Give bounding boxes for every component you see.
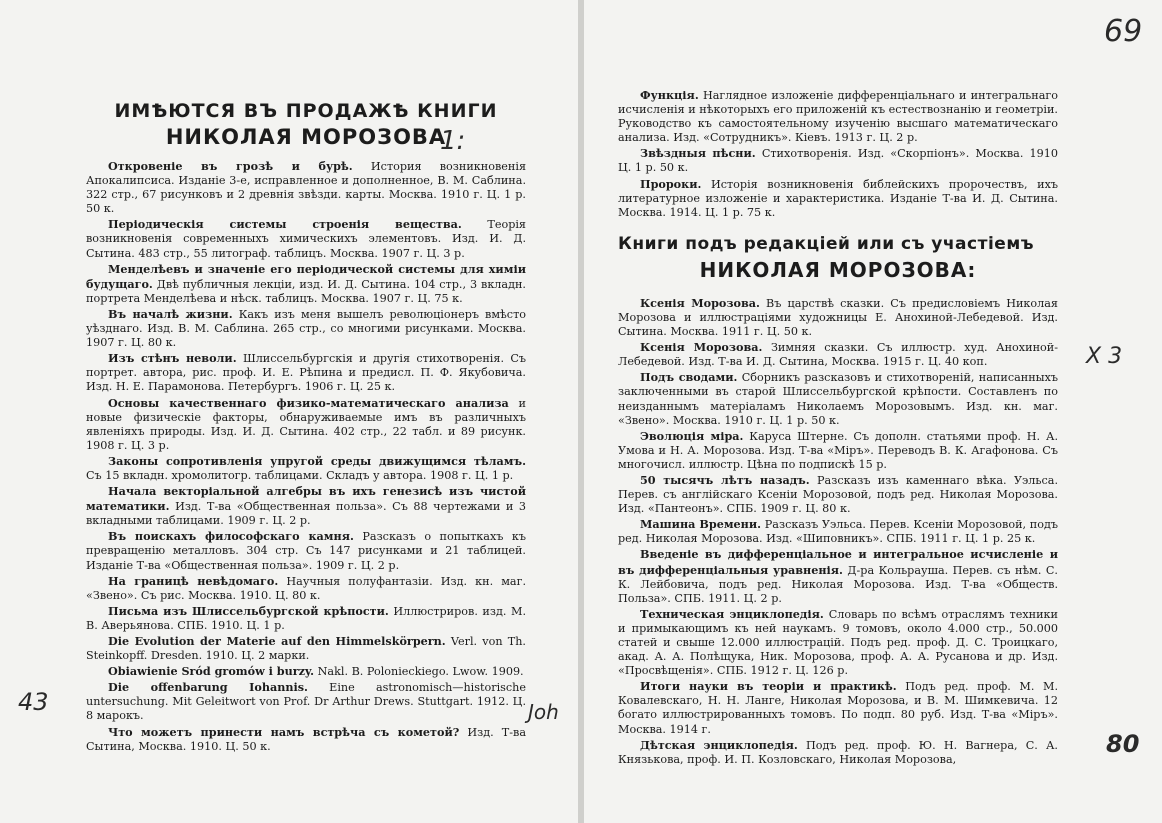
- book-entry: [618, 340, 1058, 369]
- handwritten-mark-x3: X 3: [1086, 344, 1123, 369]
- book-title: Въ поискахъ философскаго камня.: [108, 529, 354, 544]
- book-title: Die Evolution der Materie auf den Himmelskörpern.: [108, 634, 446, 648]
- book-description: Словарь по всѣмъ отраслямъ техники и примыкающимъ къ ней наукамъ. 9 томовъ, около 4.000 стр., 50.000 статей и свыше 12.000 иллюстрацій. Подъ ред. проф. Д. С. Троицкаго, акад. А. А. Полѣщука, Ник. Морозова, проф. А. А. Русанова и др. Изд. «Просвѣщенія». СПБ. 1912 г. Ц. 126 р.: [618, 607, 1059, 678]
- book-entry: [86, 529, 526, 572]
- book-entry: [86, 634, 526, 663]
- right-heading-line1: Книги подъ редакціей или съ участіемъ: [618, 233, 1034, 254]
- handwritten-mark-one: 1:: [440, 126, 466, 156]
- handwritten-mark-80: 80: [1106, 730, 1140, 758]
- book-title: Пророки.: [640, 176, 702, 191]
- book-entry: [618, 547, 1058, 605]
- book-description: Зимняя сказки. Съ иллюстр. худ. Анохиной-Лебедевой. Изд. Т-ва И. Д. Сытина, Москва. 1915 г. Ц. 40 коп.: [618, 341, 1058, 369]
- handwritten-mark-joh: Joh: [528, 700, 559, 724]
- book-title: Что можетъ принести намъ встрѣча съ кометой?: [108, 724, 460, 739]
- book-title: На границѣ невѣдомаго.: [108, 573, 279, 588]
- book-entry: [618, 473, 1058, 516]
- book-title: Изъ стѣнъ неволи.: [108, 351, 237, 366]
- book-title: Начала векторіальной алгебры въ ихъ генезисѣ изъ чистой математики.: [86, 484, 526, 514]
- book-description: История возникновенія Апокалипсиса. Изданіе 3-е, исправленное и дополненное, В. М. Саблина. 322 стр., 67 рисунковъ и 2 древнія звѣзди. карты. Москва. 1910 г. Ц. 1 р. 50 к.: [86, 160, 526, 216]
- left-page: [0, 0, 578, 823]
- left-heading-line1: ИМѢЮТСЯ ВЪ ПРОДАЖѢ КНИГИ: [114, 100, 498, 122]
- book-entry: [618, 517, 1058, 546]
- book-entry: [618, 88, 1058, 145]
- right-page: [584, 0, 1162, 823]
- left-entry-list: [86, 159, 526, 754]
- book-entry: [86, 454, 526, 483]
- book-entry: [618, 429, 1058, 472]
- book-description: Исторія возникновенія библейскихъ пророчествъ, ихъ литературное изложеніе и характеристика. Изданіе Т-ва И. Д. Сытина. Москва. 1914. Ц. 1 р. 75 к.: [618, 177, 1059, 219]
- left-column: [86, 100, 526, 755]
- book-description: Теорія возникновенія современныхъ химическихъ элементовъ. Изд. И. Д. Сытина. 483 стр., 55 литограф. таблицъ. Москва. 1907 г. Ц. 3 р.: [86, 218, 526, 260]
- book-description: Съ 15 вкладн. хромолитогр. таблицами. Складъ у автора. 1908 г. Ц. 1 р.: [86, 468, 514, 482]
- handwritten-mark-43: 43: [18, 688, 49, 716]
- book-entry: [86, 604, 526, 633]
- book-description: Eine astronomisch—historische untersuchung. Mit Geleitwort von Prof. Dr Arthur Drews. Stuttgart. 1912. Ц. 8 марокъ.: [86, 681, 526, 723]
- book-description: Подъ ред. проф. М. М. Ковалевскаго, Н. Н. Ланге, Николая Морозова, и В. М. Шимкевича. 12 богато иллюстрированныхъ томовъ. По подп. 80 руб. Изд. Т-ва «Міръ». Москва. 1914 г.: [618, 680, 1059, 736]
- left-heading-line2: НИКОЛАЯ МОРОЗОВА: [165, 125, 447, 149]
- book-title: Законы сопротивленія упругой среды движущимся тѣламъ.: [108, 453, 526, 468]
- right-heading-line2: НИКОЛАЯ МОРОЗОВА:: [699, 257, 977, 282]
- right-top-entry-list: [618, 88, 1058, 220]
- book-title: 50 тысячъ лѣтъ назадъ.: [640, 472, 810, 487]
- right-column: [618, 88, 1058, 768]
- book-description: Изд. Т-ва «Общественная польза». Съ 88 чертежами и 3 вкладными таблицами. 1909 г. Ц. 2 р.: [86, 500, 526, 528]
- book-title: Die offenbarung Iohannis.: [108, 680, 308, 695]
- book-entry: [86, 307, 526, 350]
- book-title: Письма изъ Шлиссельбургской крѣпости.: [108, 603, 389, 618]
- book-title: Менделѣевъ и значеніе его періодической системы для химіи будущаго.: [86, 261, 526, 291]
- book-entry: [86, 574, 526, 603]
- book-description: Шлиссельбургскія и другія стихотворенія. Съ портрет. автора, рис. проф. И. Е. Рѣпина и предисл. П. Ф. Якубовича. Изд. Н. Е. Парамонова. Петербургъ. 1906 г. Ц. 25 к.: [86, 352, 526, 394]
- book-entry: [86, 725, 526, 754]
- book-description: Подъ ред. проф. Ю. Н. Вагнера, С. А. Князькова, проф. И. П. Козловскаго, Николая Морозова,: [618, 738, 1058, 766]
- book-description: Иллюстриров. изд. М. В. Аверьянова. СПБ. 1910. Ц. 1 р.: [86, 604, 526, 632]
- book-description: Каруса Штерне. Съ дополн. статьями проф. Н. А. Умова и Н. А. Морозова. Изд. Т-ва «Міръ». Переводъ В. К. Агафонова. Съ многочисл. иллюстр. Цѣна по подпискѣ 15 р.: [618, 429, 1058, 471]
- book-entry: [86, 484, 526, 528]
- book-title: Періодическія системы строенія вещества.: [108, 217, 462, 232]
- book-title: Звѣздныя пѣсни.: [640, 146, 756, 161]
- book-title: Итоги науки въ теоріи и практикѣ.: [640, 679, 897, 694]
- book-description: Сборникъ разсказовъ и стихотвореній, написанныхъ заключенными въ старой Шлиссельбургской крѣпости. Составленъ по неизданнымъ матеріаламъ Николаемъ Морозовымъ. Изд. кн. маг. «Звено». Москва. 1910 г. Ц. 1 р. 50 к.: [618, 371, 1058, 427]
- book-entry: [618, 177, 1058, 220]
- book-description: Разсказъ Уэльса. Перев. Ксеніи Морозовой, подъ ред. Николая Морозова. Изд. «Шиповникъ». СПБ. 1911 г. Ц. 1 р. 25 к.: [618, 518, 1058, 546]
- book-description: Двѣ публичныя лекціи, изд. И. Д. Сытина. 104 стр., 3 вкладн. портрета Менделѣева и нѣск. таблицъ. Москва. 1907 г. Ц. 75 к.: [86, 277, 526, 305]
- book-description: Стихотворенія. Изд. «Скорпіонъ». Москва. 1910 Ц. 1 р. 50 к.: [618, 147, 1058, 175]
- book-entry: [618, 296, 1058, 339]
- book-entry: [86, 396, 526, 453]
- handwritten-page-number: 69: [1104, 14, 1143, 49]
- book-entry: [86, 664, 526, 679]
- book-entry: [618, 370, 1058, 427]
- book-title: Машина Времени.: [640, 517, 762, 532]
- book-title: Техническая энциклопедія.: [640, 606, 824, 621]
- book-title: Функція.: [640, 88, 699, 102]
- book-description: Какъ изъ меня вышелъ революціонеръ вмѣсто уѣзднаго. Изд. В. М. Саблина. 265 стр., со многими рисунками. Москва. 1907 г. Ц. 80 к.: [86, 307, 526, 350]
- book-title: Obiawienie Sród gromów i burzy.: [108, 664, 315, 679]
- book-title: Основы качественнаго физико-математическаго анализа: [108, 395, 509, 410]
- book-description: Въ царствѣ сказки. Съ предисловіемъ Николая Морозова и иллюстраціями художницы Е. Анохиной-Лебедевой. Изд. Сытина. Москва. 1911 г. Ц. 50 к.: [618, 296, 1058, 339]
- book-title: Ксенія Морозова.: [640, 295, 760, 310]
- book-description: Д-ра Кольрауша. Перев. съ нѣм. С. К. Лейбовича, подъ ред. Николая Морозова. Изд. Т-ва «Обществ. Польза». СПБ. 1911. Ц. 2 р.: [618, 563, 1058, 605]
- book-entry: [86, 262, 526, 306]
- book-description: Verl. von Th. Steinkopff. Dresden. 1910. Ц. 2 марки.: [86, 635, 526, 663]
- book-entry: [86, 217, 526, 260]
- book-entry: [618, 679, 1058, 736]
- book-description: Nakl. B. Poloniеckiego. Lwow. 1909.: [317, 665, 524, 679]
- book-title: Введеніе въ дифференціальное и интегральное исчисленіе и въ дифференціальныя уравненія.: [618, 547, 1058, 577]
- book-entry: [86, 159, 526, 216]
- book-entry: [86, 680, 526, 723]
- book-description: Научныя полуфантазіи. Изд. кн. маг. «Звено». Съ рис. Москва. 1910. Ц. 80 к.: [86, 574, 527, 602]
- book-description: Разсказъ изъ каменнаго вѣка. Уэльса. Перев. съ англійскаго Ксеніи Морозовой, подъ ред. Николая Морозова. Изд. «Пантеонъ». СПБ. 1909 г. Ц. 80 к.: [618, 473, 1058, 516]
- book-title: Ксенія Морозова.: [640, 340, 763, 355]
- book-description: Наглядное изложеніе дифференціальнаго и интегральнаго исчисленія и нѣкоторыхъ его приложеній къ естествознанію и геометріи. Руководство къ самостоятельному изученію высшаго математическаго анализа. Изд. «Сотрудникъ». Кіевъ. 1913 г. Ц. 2 р.: [618, 89, 1058, 145]
- book-title: Эволюція міра.: [640, 428, 744, 443]
- right-entry-list: [618, 296, 1058, 767]
- book-entry: [618, 738, 1058, 767]
- book-description: и новые физическіе факторы, обнаруживаемые имъ въ различныхъ явленіяхъ природы. Изд. И. Д. Сытина. 402 стр., 22 табл. и 89 рисунк. 1908 г. Ц. 3 р.: [86, 396, 526, 452]
- book-title: Подъ сводами.: [640, 370, 738, 385]
- book-description: Разсказъ о попыткахъ къ превращенію металловъ. 304 стр. Съ 147 рисунками и 21 таблицей. Изданіе Т-ва «Общественная польза». 1909 г. Ц. 2 р.: [86, 530, 527, 572]
- book-title: Откровеніе въ грозѣ и бурѣ.: [108, 159, 353, 173]
- book-entry: [618, 146, 1058, 175]
- book-description: Изд. Т-ва Сытина, Москва. 1910. Ц. 50 к.: [86, 725, 526, 753]
- book-entry: [86, 351, 526, 394]
- book-title: Въ началѣ жизни.: [108, 306, 233, 321]
- book-title: Дѣтская энциклопедія.: [640, 737, 798, 752]
- book-entry: [618, 607, 1058, 678]
